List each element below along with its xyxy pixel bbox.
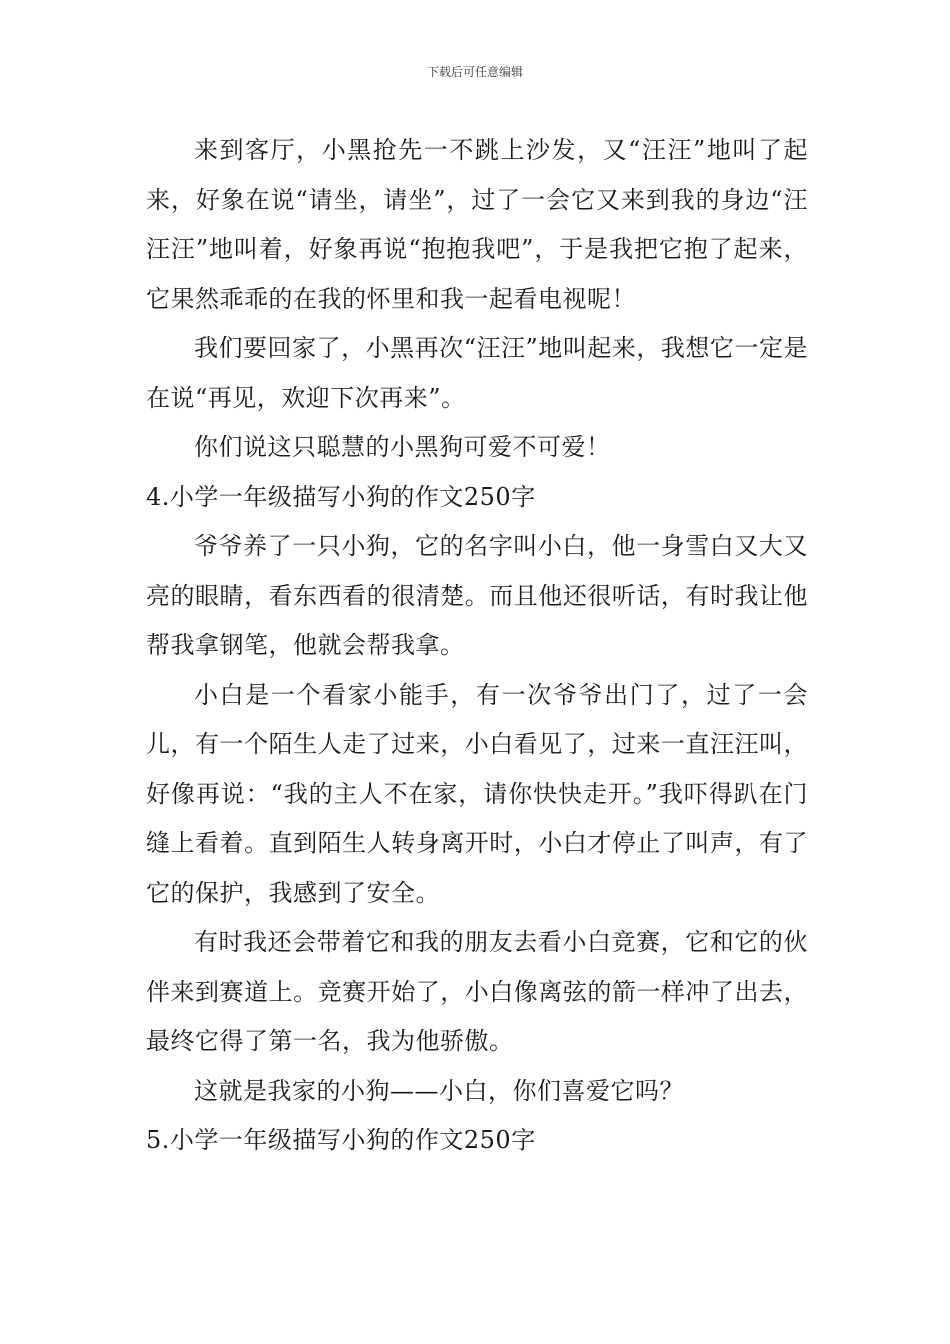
page-header: 下载后可任意编辑 [426,65,523,79]
paragraph: 我们要回家了，小黑再次“汪汪”地叫起来，我想它一定是在说“再见，欢迎下次再来”。 [146,334,808,412]
section-heading: 5.小学一年级描写小狗的作文250字 [146,1126,536,1154]
paragraph: 来到客厅，小黑抢先一不跳上沙发，又“汪汪”地叫了起来，好象在说“请坐，请坐”，过了一会它又来到我的身边“汪汪汪”地叫着，好象再说“抱抱我吧”，于是我把它抱了起来，它果然乖乖的在我的怀里和我一起看电视呢！ [146,136,808,313]
section-heading: 4.小学一年级描写小狗的作文250字 [146,482,536,511]
paragraph: 你们说这只聪慧的小黑狗可爱不可爱！ [194,433,611,461]
paragraph: 小白是一个看家小能手，有一次爷爷出门了，过了一会儿，有一个陌生人走了过来，小白看见了，过来一直汪汪叫，好像再说：“我的主人不在家，请你快快走开。”我吓得趴在门缝上看着。直到陌生人转身离开时，小白才停止了叫声，有了它的保护，我感到了安全。 [146,680,808,907]
paragraph: 爷爷养了一只小狗，它的名字叫小白，他一身雪白又大又亮的眼睛，看东西看的很清楚。而且他还很听话，有时我让他帮我拿钢笔，他就会帮我拿。 [146,532,808,659]
paragraph: 这就是我家的小狗——小白，你们喜爱它吗？ [194,1076,684,1105]
document-body [146,126,808,1166]
paragraph: 有时我还会带着它和我的朋友去看小白竞赛，它和它的伙伴来到赛道上。竞赛开始了，小白像离弦的箭一样冲了出去，最终它得了第一名，我为他骄傲。 [146,928,808,1055]
